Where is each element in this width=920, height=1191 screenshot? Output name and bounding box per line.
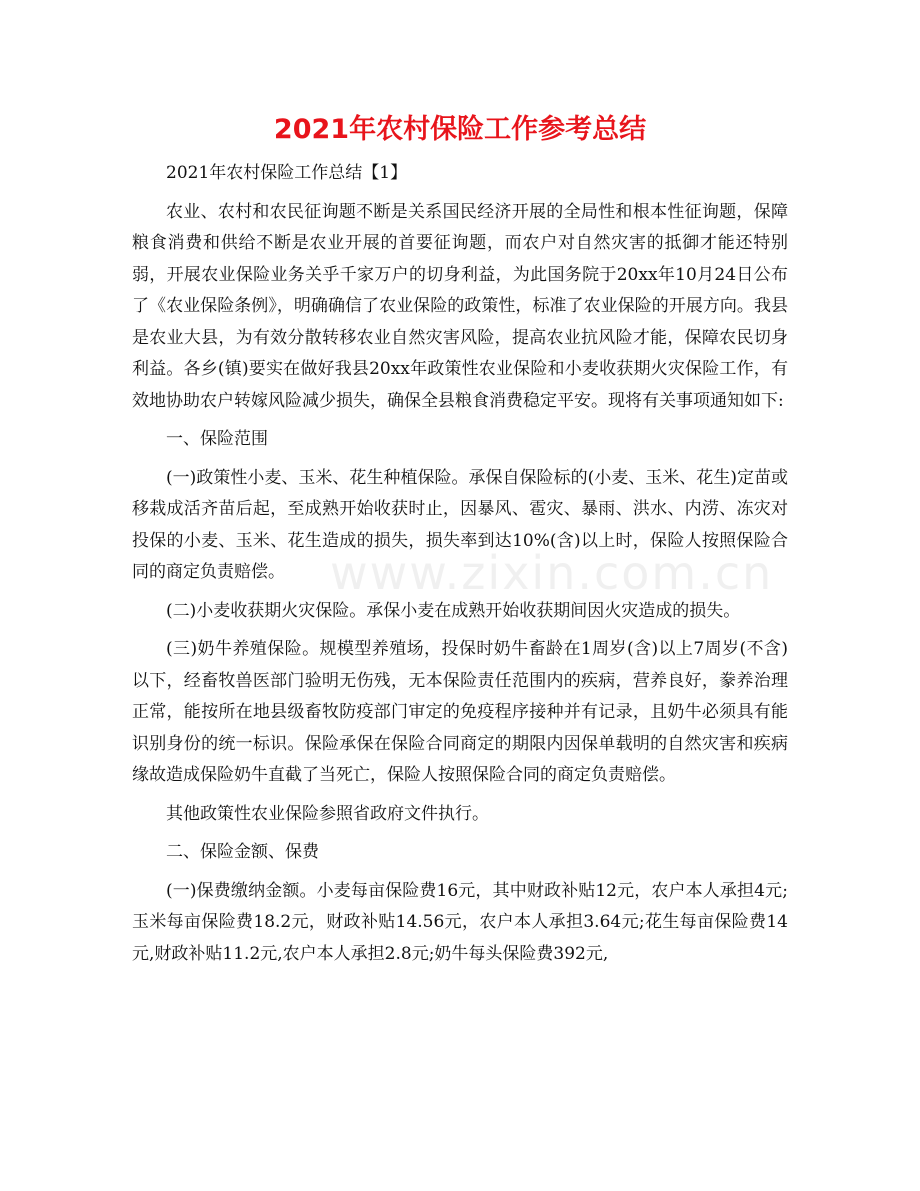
- paragraph-wheat-fire-insurance: (二)小麦收获期火灾保险。承保小麦在成熟开始收获期间因火灾造成的损失。: [166, 600, 741, 621]
- section-heading-amount-premium: 二、保险金额、保费: [166, 842, 319, 862]
- intro-paragraph: 农业、农村和农民征询题不断是关系国民经济开展的全局性和根本性征询题，保障粮食消费和供给不断是农业开展的首要征询题，而农户对自然灾害的抵御才能还特别弱，开展农业保险业务关乎千家万户的切身利益，为此国务院于20xx年10月24日公布了《农业保险条例》，明确确信了农业保险的政策性，标准了农业保险的开展方向。我县是农业大县，为有效分散转移农业自然灾害风险，提高农业抗风险才能，保障农民切身利益。各乡(镇)要实在做好我县20xx年政策性农业保险和小麦收获期火灾保险工作，有效地协助农户转嫁风险减少损失，确保全县粮食消费稳定平安。现将有关事项通知如下:: [132, 201, 788, 411]
- document-title: 2021年农村保险工作参考总结: [273, 114, 647, 145]
- paragraph-premium-amounts: (一)保费缴纳金额。小麦每亩保险费16元，其中财政补贴12元，农户本人承担4元;玉米每亩保险费18.2元，财政补贴14.56元，农户本人承担3.64元;花生每亩保险费14元,财政补贴11.2元,农户本人承担2.8元;奶牛每头保险费392元,: [132, 880, 788, 964]
- watermark-text: www.zixin.com.cn: [330, 546, 774, 600]
- document-body: [132, 158, 788, 970]
- paragraph-dairy-cow-insurance: (三)奶牛养殖保险。规模型养殖场，投保时奶牛畜龄在1周岁(含)以上7周岁(不含)以下，经畜牧兽医部门验明无伤残，无本保险责任范围内的疾病，营养良好，豢养治理正常，能按所在地县级畜牧防疫部门审定的免疫程序接种并有记录，且奶牛必须具有能识别身份的统一标识。保险承保在保险合同商定的期限内因保单载明的自然灾害和疾病缘故造成保险奶牛直截了当死亡，保险人按照保险合同的商定负责赔偿。: [132, 639, 788, 785]
- document-page: [132, 108, 788, 977]
- section-heading-insurance-scope: 一、保险范围: [166, 429, 268, 449]
- subtitle-paragraph: 2021年农村保险工作总结【1】: [166, 163, 408, 183]
- paragraph-other-policy: 其他政策性农业保险参照省政府文件执行。: [166, 803, 489, 824]
- paragraph-crop-insurance: (一)政策性小麦、玉米、花生种植保险。承保自保险标的(小麦、玉米、花生)定苗或移栽成活齐苗后起，至成熟开始收获时止，因暴风、雹灾、暴雨、洪水、内涝、冻灾对投保的小麦、玉米、花生造成的损失，损失率到达10%(含)以上时，保险人按照保险合同的商定负责赔偿。: [132, 467, 788, 582]
